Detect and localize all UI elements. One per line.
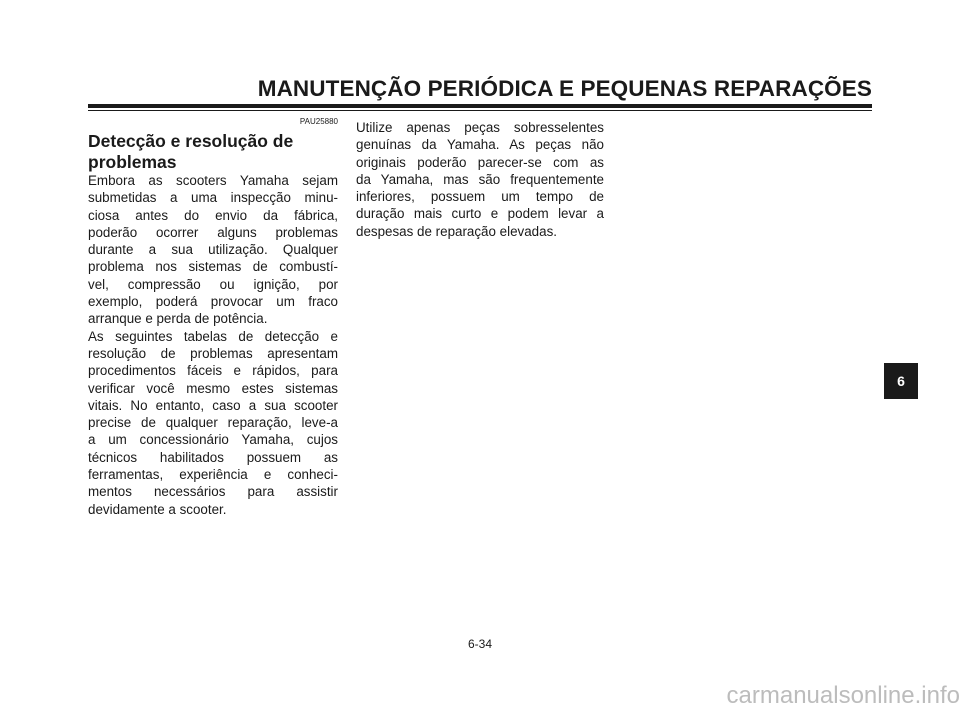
paragraph-line: procedimentos fáceis e rápidos, para bbox=[88, 363, 338, 379]
paragraph-line: despesas de reparação elevadas. bbox=[356, 223, 557, 239]
section-heading-line1: Detecção e resolução de bbox=[88, 131, 294, 151]
paragraph-line: ciosa antes do envio da fábrica, bbox=[88, 207, 338, 223]
paragraph-line: vitais. No entanto, caso a sua scooter bbox=[88, 397, 338, 413]
paragraph-line: originais poderão parecer-se com as bbox=[356, 154, 604, 170]
paragraph-line: duração mais curto e podem levar a bbox=[356, 206, 604, 222]
paragraph-line: inferiores, possuem um tempo de bbox=[356, 189, 604, 205]
paragraph-line: vel, compressão ou ignição, por bbox=[88, 276, 338, 292]
paragraph-line: As seguintes tabelas de detecção e bbox=[88, 328, 338, 344]
paragraph-line: Embora as scooters Yamaha sejam bbox=[88, 173, 338, 188]
paragraph-line: poderão ocorrer alguns problemas bbox=[88, 224, 338, 240]
header-rule-thin bbox=[88, 110, 872, 111]
paragraph-line: da Yamaha, mas são frequentemente bbox=[356, 171, 604, 187]
paragraph-line: técnicos habilitados possuem as bbox=[88, 449, 338, 465]
watermark: carmanualsonline.info bbox=[726, 682, 960, 709]
right-column-body bbox=[356, 119, 604, 240]
paragraph-line: problema nos sistemas de combustí- bbox=[88, 259, 338, 275]
page-header-title: MANUTENÇÃO PERIÓDICA E PEQUENAS REPARAÇÕES bbox=[257, 76, 872, 101]
section-code: PAU25880 bbox=[299, 117, 338, 126]
paragraph-line: Utilize apenas peças sobresselentes bbox=[356, 120, 604, 135]
paragraph-line: durante a sua utilização. Qualquer bbox=[88, 242, 338, 258]
paragraph-line: ferramentas, experiência e conheci- bbox=[88, 467, 338, 483]
paragraph-line: resolução de problemas apresentam bbox=[88, 345, 338, 361]
left-column-body bbox=[88, 172, 338, 518]
paragraph-line: submetidas a uma inspecção minu- bbox=[88, 190, 338, 206]
paragraph-line: verificar você mesmo estes sistemas bbox=[88, 380, 338, 396]
paragraph-line: arranque e perda de potência. bbox=[88, 311, 268, 327]
chapter-tab-label: 6 bbox=[897, 373, 905, 389]
paragraph-line: devidamente a scooter. bbox=[88, 501, 227, 517]
chapter-tab bbox=[884, 363, 918, 399]
paragraph-line: a um concessionário Yamaha, cujos bbox=[88, 432, 338, 448]
section-heading bbox=[88, 131, 340, 173]
page-number: 6-34 bbox=[467, 637, 493, 651]
header-rule bbox=[88, 104, 872, 108]
paragraph-line: precise de qualquer reparação, leve-a bbox=[88, 415, 338, 431]
paragraph-line: exemplo, poderá provocar um fraco bbox=[88, 294, 338, 310]
paragraph-line: genuínas da Yamaha. As peças não bbox=[356, 137, 604, 153]
paragraph-line: mentos necessários para assistir bbox=[88, 484, 338, 500]
section-heading-line2: problemas bbox=[88, 152, 177, 172]
